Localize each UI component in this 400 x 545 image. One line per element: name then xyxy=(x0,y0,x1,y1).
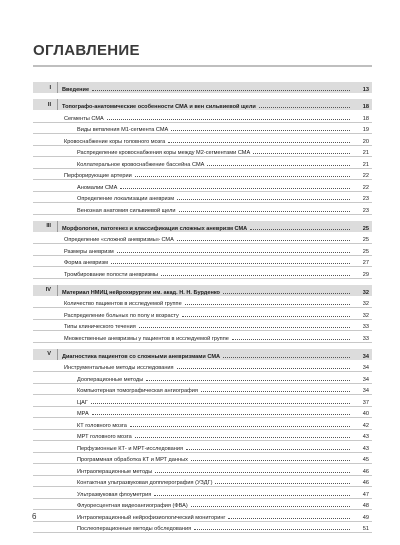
toc-section-header[interactable] xyxy=(33,285,372,296)
entry-title: Форма аневризм xyxy=(64,260,108,266)
section-number: III xyxy=(33,221,58,232)
entry-title: Перфорирующие артерии xyxy=(64,173,132,179)
toc-entry[interactable] xyxy=(33,297,372,309)
entry-title: Компьютерная томографическая ангиография xyxy=(77,388,198,394)
entry-page-number: 25 xyxy=(362,248,369,255)
entry-title: Интраоперационные методы xyxy=(77,468,153,475)
page-number: 6 xyxy=(32,512,37,521)
dot-leader xyxy=(177,368,350,369)
entry-title: Количество пациентов в исследуемой группе xyxy=(64,301,182,307)
table-of-contents xyxy=(33,76,372,533)
toc-entry[interactable] xyxy=(33,320,372,332)
dot-leader xyxy=(179,211,350,212)
entry-title: Распределение кровоснабжения коры между М2-сегментами СМА xyxy=(77,150,251,156)
dot-leader xyxy=(228,518,350,519)
entry-title: Тромбирование полости аневризмы xyxy=(64,271,158,278)
toc-entry[interactable] xyxy=(33,453,372,465)
section-page-number: 13 xyxy=(362,87,369,93)
dot-leader xyxy=(259,107,350,108)
entry-page-number: 21 xyxy=(362,150,369,156)
entry-page-number: 23 xyxy=(362,196,369,202)
toc-entry[interactable] xyxy=(33,111,372,123)
dot-leader xyxy=(186,449,350,450)
entry-page-number: 20 xyxy=(362,138,369,145)
toc-entry[interactable] xyxy=(33,134,372,146)
entry-page-number: 42 xyxy=(362,422,369,429)
section-number: IV xyxy=(33,285,58,296)
toc-entry[interactable] xyxy=(33,464,372,476)
entry-title: Послеоперационные методы обследования xyxy=(77,526,192,532)
dot-leader xyxy=(161,275,350,276)
dot-leader xyxy=(253,153,350,154)
section-number: V xyxy=(33,349,58,360)
dot-leader xyxy=(191,506,350,507)
dot-leader xyxy=(191,460,350,461)
dot-leader xyxy=(117,252,350,253)
toc-entry[interactable] xyxy=(33,384,372,396)
entry-title: Множественные аневризмы у пациентов в исследуемой группе xyxy=(64,335,229,342)
toc-entry[interactable] xyxy=(33,487,372,499)
dot-leader xyxy=(91,403,350,404)
entry-page-number: 34 xyxy=(362,376,369,383)
entry-page-number: 45 xyxy=(362,457,369,463)
toc-entry[interactable] xyxy=(33,267,372,279)
dot-leader xyxy=(130,426,350,427)
dot-leader xyxy=(155,472,350,473)
toc-entry[interactable] xyxy=(33,407,372,419)
section-page-number: 32 xyxy=(362,289,369,296)
page-title: ОГЛАВЛЕНИЕ xyxy=(33,42,140,59)
dot-leader xyxy=(154,495,350,496)
dot-leader xyxy=(171,130,350,131)
toc-entry[interactable] xyxy=(33,146,372,158)
entry-title: Сегменты СМА xyxy=(64,115,104,122)
entry-page-number: 46 xyxy=(362,468,369,475)
entry-page-number: 23 xyxy=(362,207,369,214)
toc-section-header[interactable] xyxy=(33,349,372,360)
section-title: Введение xyxy=(62,87,90,93)
dot-leader xyxy=(92,90,350,91)
entry-page-number: 51 xyxy=(362,526,369,532)
entry-title: Размеры аневризм xyxy=(64,248,114,255)
entry-title: Инструментальные методы исследования xyxy=(64,365,174,371)
entry-title: Ультразвуковая флоуметрия xyxy=(77,491,152,498)
dot-leader xyxy=(135,437,350,438)
entry-page-number: 19 xyxy=(362,127,369,133)
toc-entry[interactable] xyxy=(33,180,372,192)
entry-title: КТ головного мозга xyxy=(77,422,127,429)
entry-title: Контактная ультразвуковая допплерография (УЗДГ) xyxy=(77,480,213,486)
section-title: Диагностика пациентов со сложными аневризмами СМА xyxy=(62,353,221,360)
dot-leader xyxy=(185,304,350,305)
dot-leader xyxy=(201,391,350,392)
section-page-number: 34 xyxy=(362,353,369,360)
section-page-number: 25 xyxy=(362,225,369,232)
entry-title: МРА xyxy=(77,411,89,417)
section-number: II xyxy=(33,99,58,110)
entry-title: Распределение больных по полу и возрасту xyxy=(64,312,179,319)
toc-section-header[interactable] xyxy=(33,82,372,93)
entry-title: Виды ветвления М1-сегмента СМА xyxy=(77,127,169,133)
entry-page-number: 18 xyxy=(362,115,369,122)
dot-leader xyxy=(215,483,350,484)
dot-leader xyxy=(194,529,350,530)
entry-page-number: 37 xyxy=(362,399,369,406)
entry-title: Программная обработка КТ и МРТ данных xyxy=(77,457,188,463)
toc-entry[interactable] xyxy=(33,244,372,256)
entry-title: Определение локализации аневризм xyxy=(77,196,175,202)
section-title: Морфология, патогенез и классификация сложных аневризм СМА xyxy=(62,225,248,232)
entry-title: Дооперационные методы xyxy=(77,376,144,383)
entry-page-number: 40 xyxy=(362,411,369,417)
entry-title: Коллатеральное кровоснабжение бассейна СМА xyxy=(77,161,205,168)
entry-title: Флуоресцентная видеоангиография (ФВА) xyxy=(77,503,188,509)
section-title: Материал НМИЦ нейрохирургии им. акад. Н. Н. Бурденко xyxy=(62,289,220,296)
dot-leader xyxy=(111,263,350,264)
toc-entry[interactable] xyxy=(33,256,372,268)
toc-entry[interactable] xyxy=(33,169,372,181)
dot-leader xyxy=(177,199,350,200)
entry-page-number: 46 xyxy=(362,480,369,486)
dot-leader xyxy=(232,339,350,340)
toc-entry[interactable] xyxy=(33,372,372,384)
entry-page-number: 25 xyxy=(362,237,369,243)
entry-title: Венозная анатомия сильвиевой щели xyxy=(77,207,176,214)
toc-entry[interactable] xyxy=(33,476,372,488)
dot-leader xyxy=(223,357,350,358)
entry-page-number: 43 xyxy=(362,445,369,452)
entry-title: МРТ головного мозга xyxy=(77,434,132,440)
entry-title: Определение «сложной аневризмы» СМА xyxy=(64,237,174,243)
toc-entry[interactable] xyxy=(33,361,372,373)
dot-leader xyxy=(139,327,350,328)
entry-page-number: 22 xyxy=(362,173,369,179)
toc-entry[interactable] xyxy=(33,233,372,245)
toc-section-header[interactable] xyxy=(33,99,372,110)
toc-entry[interactable] xyxy=(33,123,372,135)
dot-leader xyxy=(120,188,350,189)
toc-entry[interactable] xyxy=(33,308,372,320)
entry-title: ЦАГ xyxy=(77,399,88,406)
toc-entry[interactable] xyxy=(33,499,372,511)
dot-leader xyxy=(250,229,350,230)
dot-leader xyxy=(146,380,350,381)
dot-leader xyxy=(182,316,350,317)
toc-entry[interactable] xyxy=(33,430,372,442)
toc-entry[interactable] xyxy=(33,331,372,343)
toc-entry[interactable] xyxy=(33,441,372,453)
toc-entry[interactable] xyxy=(33,418,372,430)
entry-page-number: 32 xyxy=(362,312,369,319)
entry-page-number: 22 xyxy=(362,184,369,191)
section-title: Топографо-анатомические особенности СМА и вен сильвиевой щели xyxy=(62,104,256,110)
entry-title: Аномалии СМА xyxy=(77,184,118,191)
entry-page-number: 32 xyxy=(362,301,369,307)
entry-page-number: 34 xyxy=(362,388,369,394)
entry-page-number: 34 xyxy=(362,365,369,371)
toc-entry[interactable] xyxy=(33,203,372,215)
section-page-number: 18 xyxy=(362,104,369,110)
dot-leader xyxy=(92,414,350,415)
toc-section-header[interactable] xyxy=(33,221,372,232)
entry-page-number: 29 xyxy=(362,271,369,278)
toc-entry[interactable] xyxy=(33,522,372,534)
entry-page-number: 21 xyxy=(362,161,369,168)
entry-title: Типы клинического течения xyxy=(64,324,136,330)
entry-page-number: 48 xyxy=(362,503,369,509)
dot-leader xyxy=(135,176,350,177)
entry-page-number: 27 xyxy=(362,260,369,266)
entry-page-number: 43 xyxy=(362,434,369,440)
entry-page-number: 47 xyxy=(362,491,369,498)
section-number: I xyxy=(33,82,58,93)
toc-entry[interactable] xyxy=(33,157,372,169)
entry-page-number: 49 xyxy=(362,514,369,521)
dot-leader xyxy=(168,142,350,143)
toc-entry[interactable] xyxy=(33,192,372,204)
entry-page-number: 33 xyxy=(362,324,369,330)
entry-page-number: 33 xyxy=(362,335,369,342)
dot-leader xyxy=(107,119,350,120)
dot-leader xyxy=(223,293,350,294)
toc-entry[interactable] xyxy=(33,395,372,407)
entry-title: Перфузионные КТ- и МРТ-исследования xyxy=(77,445,184,452)
entry-title: Кровоснабжение коры головного мозга xyxy=(64,138,166,145)
title-divider xyxy=(33,65,372,67)
toc-entry[interactable] xyxy=(33,510,372,522)
entry-title: Интраоперационный нейрофизиологический мониторинг xyxy=(77,514,226,521)
dot-leader xyxy=(177,240,350,241)
dot-leader xyxy=(207,165,350,166)
